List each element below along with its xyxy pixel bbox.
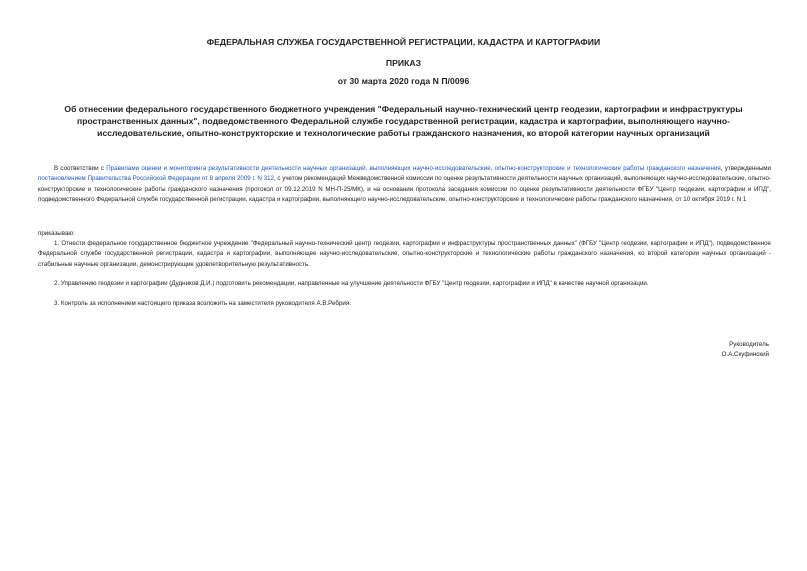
- signatory-name: О.А.Скуфинский: [721, 351, 769, 359]
- document-date-number: от 30 марта 2020 года N П/0096: [337, 76, 470, 86]
- preamble-rest: , с учетом рекомендаций Межведомственной комиссии по оценке результативности деятельности научных организаций, выполняющих научно-исследовательские, опытно-конструкторские и технологические работы гражданского назначения (протокол от 09.12.2019 N МН-П-25/МК), и на основании протокола заседания комиссии по оценке результативности деятельности ФГБУ "Центр геодезии, картографии и ИПД", подведомственного Федеральной службе государственной регистрации, кадастра и картографии, выполняющего научно-исследовательские, опытно-конструкторские и технологические работы гражданского назначения, от 10 октября 2019 г. N 1: [38, 175, 772, 204]
- order-item-3: 3. Контроль за исполнением настоящего приказа возложить на заместителя руководителя А.В.Ребрия.: [54, 300, 351, 307]
- rules-link[interactable]: Правилами оценки и мониторинга результативности деятельности научных организаций, выполняющих научно-исследовательские, опытно-конструкторские и технологические работы гражданского назначения: [106, 165, 721, 172]
- preamble-lead: В соответствии с: [54, 165, 107, 172]
- order-word: приказываю:: [38, 230, 75, 237]
- order-item-2: 2. Управлению геодезии и картографии (Дудников Д.И.) подготовить рекомендации, направленные на улучшение деятельности ФГБУ "Центр геодезии, картографии и ИПД" в качестве научной организации.: [54, 280, 649, 287]
- document-title: Об отнесении федерального государственного бюджетного учреждения "Федеральный научно-технический центр геодезии, картографии и инфраструктуры пространственных данных", подведомственного Федеральной службе государственной регистрации, кадастра и картографии, выполняющего научно-исследовательские, опытно-конструкторские и технологические работы гражданского назначения, ко второй категории научных организаций: [64, 104, 743, 138]
- order-item-1: 1. Отнести федеральное государственное бюджетное учреждение "Федеральный научно-технический центр геодезии, картографии и инфраструктуры пространственных данных" (ФГБУ "Центр геодезии, картографии и ИПД"), подведомственное Федеральной службе государственной регистрации, кадастра и картографии, выполняющее научно-исследовательские, опытно-конструкторские и технологические работы гражданского назначения, ко второй категории научных организаций - стабильные научные организации, демонстрирующие удовлетворительную результативность.: [38, 240, 771, 268]
- preamble-paragraph: [38, 164, 771, 206]
- preamble-mid: , утвержденными: [720, 165, 771, 172]
- decree-link[interactable]: постановлением Правительства Российской Федерации от 8 апреля 2009 г. N 312: [38, 175, 274, 183]
- signature-block: [722, 340, 769, 361]
- signatory-position: Руководитель: [729, 341, 769, 348]
- document-type: ПРИКАЗ: [385, 58, 422, 68]
- organization-name: ФЕДЕРАЛЬНАЯ СЛУЖБА ГОСУДАРСТВЕННОЙ РЕГИСТРАЦИИ, КАДАСТРА И КАРТОГРАФИИ: [206, 37, 601, 47]
